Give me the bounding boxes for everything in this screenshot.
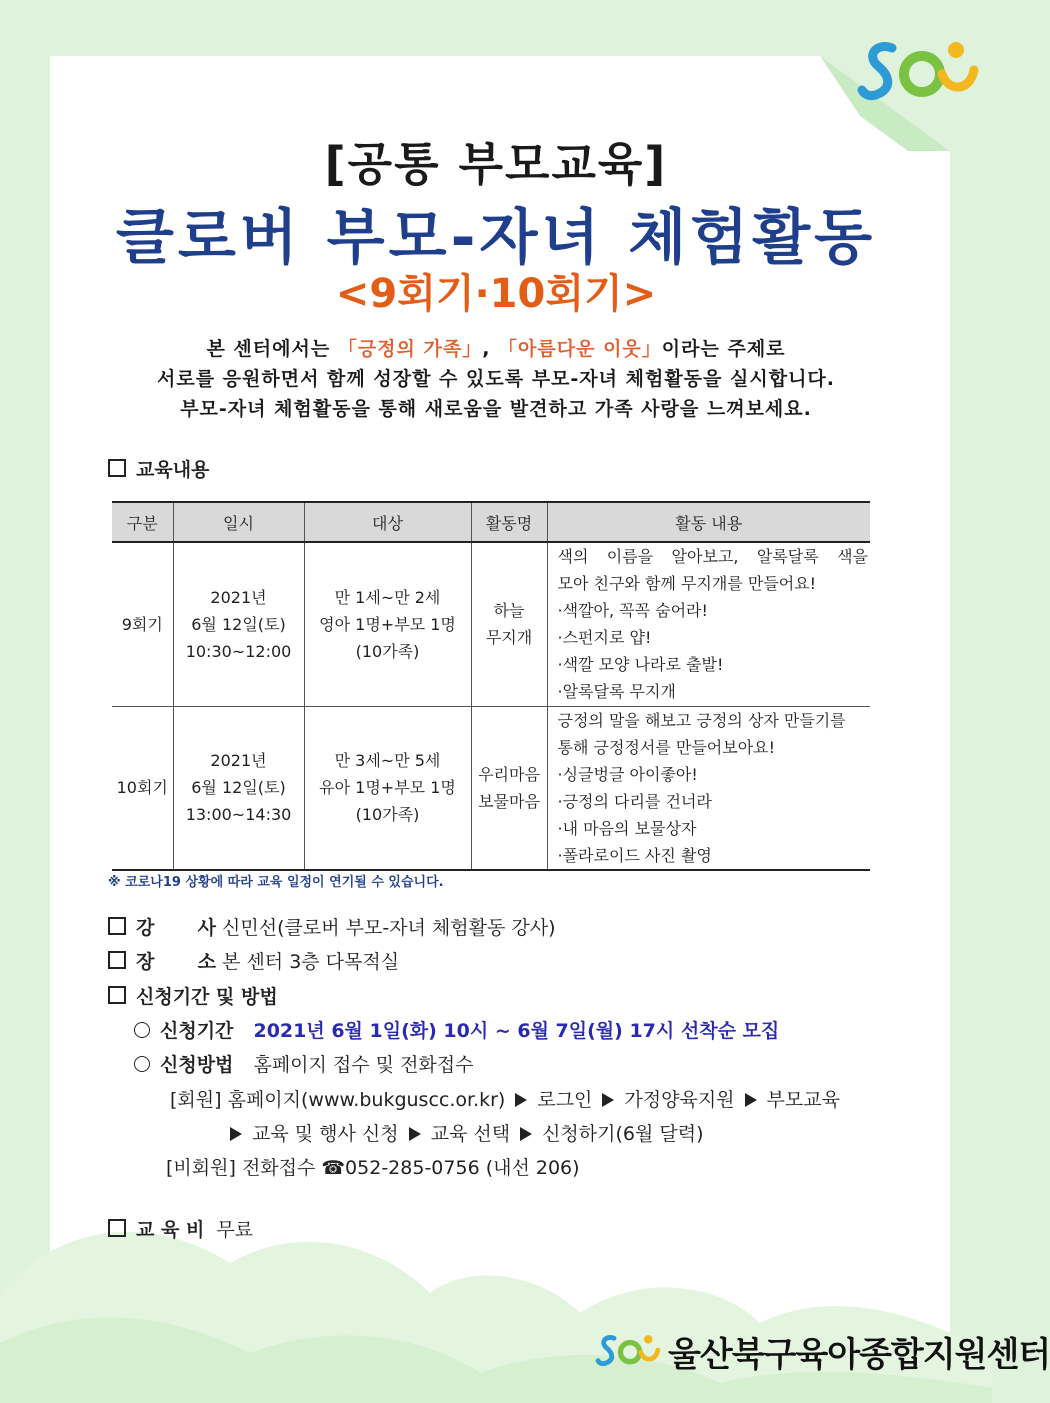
target-cell [304, 706, 471, 870]
section-place [108, 947, 399, 974]
date-cell [173, 542, 304, 706]
fee-label: 교 육 비 [136, 1219, 205, 1241]
intro-line-3: 부모-자녀 체험활동을 통해 새로움을 발견하고 가족 사랑을 느껴보세요. [180, 398, 812, 420]
highlight-positive-family: 「긍정의 가족」 [337, 338, 483, 360]
step-homepage: 홈페이지(www.bukguscc.or.kr) [227, 1089, 506, 1111]
content-line: ·색깔아, 꼭꼭 숨어라! [557, 601, 708, 620]
session-cell: 10회기 [112, 706, 173, 870]
instructor-label: 강 사 [136, 917, 216, 939]
header-activity-content: 활동 내용 [547, 502, 870, 542]
arrow-right-icon [409, 1127, 421, 1141]
date-day: 6월 12일(토) [191, 614, 286, 634]
period-label: 신청기간 [160, 1020, 234, 1042]
application-period [134, 1016, 779, 1043]
center-name: 울산북구육아종합지원센터 [668, 1335, 1050, 1375]
section-label: 교육내용 [136, 459, 210, 481]
header-target: 대상 [304, 502, 471, 542]
target-cell [304, 542, 471, 706]
target-age: 만 1세~만 2세 [334, 587, 441, 607]
date-cell [173, 706, 304, 870]
checkbox-icon [108, 917, 126, 935]
intro-paragraph [0, 334, 992, 424]
instructor-value: 신민선(클로버 부모-자녀 체험활동 강사) [222, 917, 556, 939]
education-table [112, 501, 870, 871]
activity-name-line: 하늘 [493, 601, 525, 621]
step-apply-calendar: 신청하기(6월 달력) [542, 1123, 704, 1145]
arrow-right-icon [745, 1093, 757, 1107]
member-label: [회원] [170, 1089, 222, 1111]
place-value: 본 센터 3층 다목적실 [222, 951, 400, 973]
step-parent-education: 부모교육 [766, 1089, 840, 1111]
activity-name-line: 무지개 [485, 628, 533, 648]
content-line: 모아 친구와 함께 무지개를 만들어요! [557, 574, 817, 593]
activity-name-line: 보물마음 [478, 791, 540, 811]
application-method [134, 1050, 473, 1077]
target-people: 영아 1명+부모 1명 [319, 614, 456, 634]
target-families: (10가족) [355, 641, 420, 661]
activity-name-cell [471, 542, 547, 706]
checkbox-icon [108, 951, 126, 969]
checkbox-icon [108, 1219, 126, 1237]
content-line: ·내 마음의 보물상자 [557, 818, 697, 838]
title-main: 클로버 부모-자녀 체험활동 [115, 203, 877, 273]
content-line: ·폴라로이드 사진 촬영 [557, 845, 712, 865]
arrow-right-icon [602, 1093, 614, 1107]
section-education-content [108, 455, 209, 482]
content-line: ·긍정의 다리를 건너라 [557, 791, 712, 811]
method-label: 신청방법 [160, 1054, 234, 1076]
activity-name-cell [471, 706, 547, 870]
nonmember-label: [비회원] [166, 1157, 236, 1179]
date-time: 13:00~14:30 [185, 805, 292, 825]
nonmember-value: 전화접수 ☎052-285-0756 (내선 206) [241, 1157, 580, 1179]
circle-bullet-icon [134, 1056, 150, 1072]
intro-text: 본 센터에서는 [206, 338, 338, 360]
content-line: ·싱글벙글 아이좋아! [557, 764, 698, 784]
arrow-right-icon [520, 1127, 532, 1141]
target-age: 만 3세~만 5세 [334, 751, 441, 771]
step-event-apply: 교육 및 행사 신청 [252, 1123, 399, 1145]
header-date: 일시 [173, 502, 304, 542]
intro-text: 이라는 주제로 [661, 338, 786, 360]
date-year: 2021년 [210, 587, 267, 607]
member-steps-line-2 [220, 1119, 704, 1146]
session-cell: 9회기 [112, 542, 173, 706]
content-line: ·색깔 모양 나라로 출발! [557, 655, 724, 674]
activity-content-cell [547, 706, 870, 870]
content-line: ·스펀지로 얍! [557, 628, 652, 647]
step-home-childcare: 가정양육지원 [624, 1089, 735, 1111]
center-logo-icon [862, 34, 978, 106]
table-header-row [112, 502, 870, 542]
table-row [112, 542, 870, 706]
table-row [112, 706, 870, 870]
member-steps-line-1 [170, 1085, 840, 1112]
section-application [108, 982, 278, 1009]
nonmember-line [166, 1153, 580, 1180]
header-category: 구분 [112, 502, 173, 542]
target-families: (10가족) [355, 805, 420, 825]
header-activity-name: 활동명 [471, 502, 547, 542]
center-logo-icon [598, 1320, 660, 1380]
checkbox-icon [108, 459, 126, 477]
arrow-right-icon [515, 1093, 527, 1107]
content-line: ·알록달록 무지개 [557, 682, 676, 701]
highlight-beautiful-neighbor: 「아름다운 이웃」 [498, 338, 662, 360]
application-label: 신청기간 및 방법 [136, 986, 278, 1008]
step-select-education: 교육 선택 [430, 1123, 511, 1145]
date-day: 6월 12일(토) [191, 778, 286, 798]
title-sessions: <9회기·10회기> [335, 271, 657, 317]
fee-value: 무료 [216, 1219, 254, 1241]
step-login: 로그인 [537, 1089, 593, 1111]
intro-line-2: 서로를 응원하면서 함께 성장할 수 있도록 부모-자녀 체험활동을 실시합니다. [157, 368, 835, 390]
method-value: 홈페이지 접수 및 전화접수 [253, 1054, 474, 1076]
arrow-right-icon [230, 1127, 242, 1141]
period-value: 2021년 6월 1일(화) 10시 ~ 6월 7일(월) 17시 선착순 모집 [253, 1020, 780, 1042]
target-people: 유아 1명+부모 1명 [319, 778, 456, 798]
activity-name-line: 우리마음 [478, 764, 540, 784]
title-category: [공통 부모교육] [324, 137, 668, 191]
intro-text: , [482, 338, 499, 360]
content-line: 통해 긍정정서를 만들어보아요! [557, 737, 776, 757]
content-line: 긍정의 말을 해보고 긍정의 상자 만들기를 [557, 710, 846, 730]
covid-notice: ※ 코로나19 상황에 따라 교육 일정이 연기될 수 있습니다. [108, 875, 444, 890]
circle-bullet-icon [134, 1022, 150, 1038]
section-fee [108, 1215, 253, 1242]
date-time: 10:30~12:00 [185, 641, 292, 661]
checkbox-icon [108, 986, 126, 1004]
intro-line-1 [0, 334, 992, 364]
section-instructor [108, 913, 556, 940]
place-label: 장 소 [136, 951, 216, 973]
activity-content-cell [547, 542, 870, 706]
content-line: 색의 이름을 알아보고, 알록달록 색을 [557, 547, 868, 566]
date-year: 2021년 [210, 751, 267, 771]
